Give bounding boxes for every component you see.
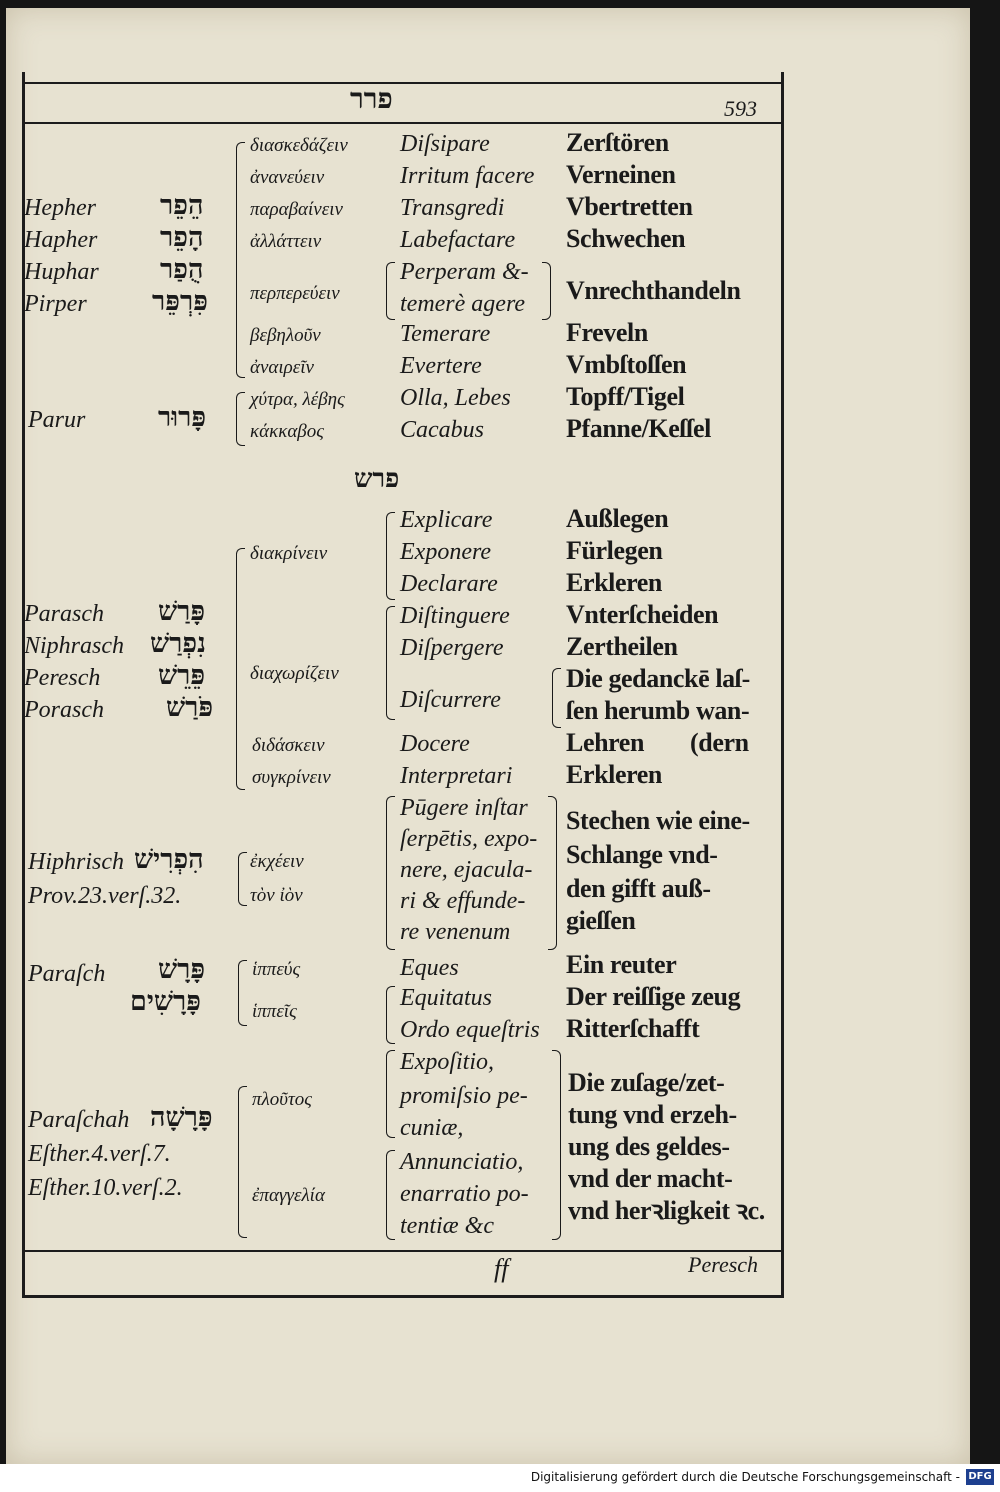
german-word: Schwechen [566,224,686,253]
hebrew-hapher: הָפֵר [160,222,204,252]
catchword: Peresch [688,1252,759,1277]
brace [386,1050,395,1138]
scripture-reference: Prov.23.verſ.32. [28,883,182,909]
greek-word: περπερεύειν [250,283,340,304]
hebrew-huphar: הֻפַר [160,254,204,284]
latin-line: tentiæ &c [400,1213,494,1239]
translit-porasch: Porasch [24,697,104,723]
latin-line: enarratio po- [400,1181,529,1207]
latin-word: Irritum facere [400,163,535,189]
german-line: Stechen wie eine- [566,806,750,835]
german-word: Ritterſchafft [566,1014,700,1043]
greek-word: διακρίνειν [250,543,328,564]
brace [238,1086,247,1238]
translit-hapher: Hapher [24,227,98,253]
brace [386,1150,395,1240]
footer-rule [22,1250,784,1252]
german-word: ſen herumb wan- [566,696,750,725]
header-rule-lower [22,122,784,124]
brace [238,852,247,906]
brace [386,986,395,1044]
translit-niphrasch: Niphrasch [24,633,125,659]
hebrew-plural: פָּרָשִׁים [130,986,201,1016]
german-line: ung des geldes- [568,1132,730,1161]
latin-word: Equitatus [400,985,493,1011]
brace [542,262,551,320]
latin-word: Diſtinguere [400,603,510,629]
greek-word: διδάσκειν [252,735,325,756]
german-word: Ein reuter [566,950,677,979]
translit-paraschah: Paraſchah [28,1107,130,1133]
scripture-reference: Eſther.4.verſ.7. [28,1141,171,1167]
translit-parur: Parur [28,407,86,433]
dfg-logo: DFG [966,1469,994,1485]
hebrew-hiphrisch: הִפְרִישׁ [134,844,204,874]
german-line: gieſſen [566,906,636,935]
german-word: Die gedanckē laſ- [566,664,750,693]
latin-word: Transgredi [400,195,505,221]
latin-line: Annunciatio, [400,1149,524,1175]
brace [548,796,557,950]
hebrew-hepher: הֵפֵר [160,190,204,220]
translit-peresch: Peresch [24,665,101,691]
german-word: Zerſtören [566,128,669,157]
latin-word: Diſsipare [400,131,490,157]
translit-parasch-2: Paraſch [28,961,106,987]
german-word: Außlegen [566,504,669,533]
german-line: tung vnd erzeh- [568,1100,737,1129]
greek-word: ἀνανεύειν [250,167,325,188]
latin-word: Labefactare [400,227,516,253]
latin-word: Cacabus [400,417,484,443]
brace [236,548,245,790]
hebrew-root-section: פרש [354,464,400,493]
german-word: Pfanne/Keſſel [566,414,711,443]
greek-word: διαχωρίζειν [250,663,339,684]
translit-pirper: Pirper [24,291,87,317]
latin-word: temerè agere [400,291,526,317]
latin-line: promiſsio pe- [400,1083,528,1109]
german-word: Erkleren [566,760,662,789]
latin-word: Interpretari [400,763,513,789]
latin-line: cuniæ, [400,1115,464,1141]
hebrew-pirper: פִּרְפֵּר [152,286,208,316]
header-rule [22,82,784,84]
german-word: Erkleren [566,568,662,597]
greek-word: ἐκχέειν [250,851,304,872]
german-line: vnd der macht- [568,1164,733,1193]
scripture-reference: Eſther.10.verſ.2. [28,1175,183,1201]
german-word: Vbertretten [566,192,693,221]
brace [552,1050,561,1240]
latin-word: Eques [400,955,459,981]
latin-word: Explicare [400,507,493,533]
greek-word: συγκρίνειν [252,767,331,788]
latin-word: Diſcurrere [400,687,501,713]
translit-huphar: Huphar [24,259,99,285]
german-line: Schlange vnd- [566,840,718,869]
latin-line: ſerpētis, expo- [400,826,538,852]
hebrew-niphrasch: נִפְרַשׁ [150,628,206,658]
german-word: Freveln [566,318,648,347]
german-word: Zertheilen [566,632,678,661]
latin-word: Perperam &- [400,259,529,285]
greek-word: βεβηλοῦν [250,325,321,346]
hebrew-peresch: פֵּרֵשׁ [158,660,206,690]
latin-line: ri & effunde- [400,888,526,914]
digitization-banner [0,1464,1000,1492]
brace [386,512,395,600]
latin-word: Exponere [400,539,492,565]
latin-line: re venenum [400,919,511,945]
hebrew-parasch-2: פָּרָשׁ [158,954,206,984]
latin-word: Temerare [400,321,491,347]
hebrew-paraschah: פָּרָשָׁה [150,1102,213,1132]
translit-parasch: Parasch [24,601,104,627]
translit-hiphrisch: Hiphrisch [28,849,124,875]
german-line: den gifft auß- [566,874,711,903]
signature-mark: ff [494,1254,509,1283]
hebrew-parasch: פָּרַשׁ [158,596,206,626]
greek-word: ἱππεύς [252,959,301,980]
hebrew-parur: פָּרוּר [158,402,207,432]
brace [236,392,245,446]
hebrew-porasch: פֹּרַשׁ [166,692,214,722]
latin-word: Diſpergere [400,635,504,661]
german-word: Vnterſcheiden [566,600,719,629]
latin-word: Olla, Lebes [400,385,511,411]
banner-text: Digitalisierung gefördert durch die Deutsche Forschungsgemeinschaft - [530,1470,960,1484]
latin-word: Evertere [400,353,482,379]
latin-word: Docere [400,731,470,757]
german-line: Die zuſage/zet- [568,1068,725,1097]
german-word: Fürlegen [566,536,663,565]
german-word: Der reiſſige zeug [566,982,741,1011]
latin-line: nere, ejacula- [400,857,533,883]
german-word: Lehren [566,728,645,757]
latin-word: Declarare [400,571,498,597]
page-number: 593 [724,96,757,121]
greek-word: ἀλλάττειν [250,231,322,252]
greek-word: ἐπαγγελία [252,1185,325,1206]
german-line: vnd herꝛligkeit ꝛc. [568,1196,765,1225]
brace [552,668,561,728]
german-word: Vmbſtoſſen [566,350,687,379]
greek-word: κάκκαβος [250,421,324,442]
greek-word: πλοῦτος [252,1089,312,1110]
brace [386,262,395,320]
greek-word: παραβαίνειν [250,199,343,220]
hebrew-root-header: פרר [350,84,393,115]
brace [236,142,245,378]
german-word: Topff/Tigel [566,382,685,411]
greek-word: ἱππεῖς [252,1001,297,1022]
german-word: Vnrechthandeln [566,276,741,305]
brace [238,960,247,1026]
greek-word: τὸν ἰὸν [250,885,303,906]
brace [386,796,395,950]
german-word: Verneinen [566,160,676,189]
brace [386,606,395,720]
german-word: (dern [690,728,749,757]
greek-word: διασκεδάζειν [250,135,348,156]
latin-word: Ordo equeſtris [400,1017,540,1043]
translit-hepher: Hepher [24,195,96,221]
latin-line: Expoſitio, [400,1049,494,1075]
latin-line: Pūgere inſtar [400,795,528,821]
greek-word: ἀναιρεῖν [250,357,314,378]
greek-word: χύτρα, λέβης [250,389,345,410]
